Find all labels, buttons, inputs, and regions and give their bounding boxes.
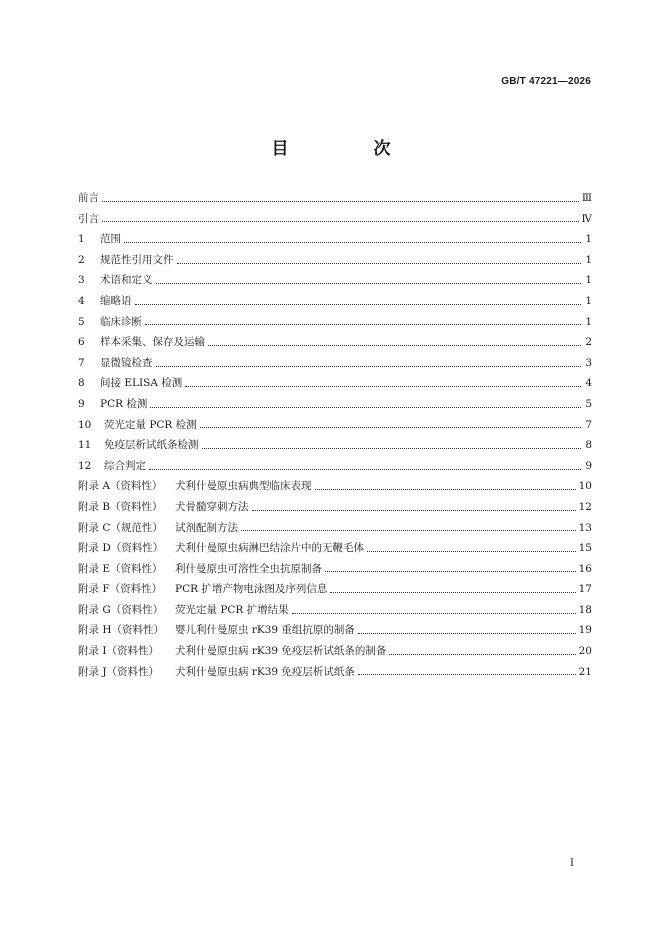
toc-entry[interactable] xyxy=(78,415,592,436)
toc-entry[interactable] xyxy=(78,518,592,539)
toc-entry-title: 犬利什曼原虫病 rK39 免疫层析试纸条 xyxy=(175,665,355,678)
toc-entry[interactable] xyxy=(78,229,592,250)
toc-leader-dots xyxy=(145,324,581,325)
toc-entry[interactable] xyxy=(78,456,592,477)
toc-leader-dots xyxy=(185,386,581,387)
toc-entry[interactable] xyxy=(78,476,592,497)
toc-entry[interactable] xyxy=(78,620,592,641)
toc-leader-dots xyxy=(102,201,579,202)
toc-entry-page: 1 xyxy=(585,274,592,287)
toc-entry-number: 附录 A（资料性） xyxy=(78,480,163,493)
toc-leader-dots xyxy=(241,530,576,531)
toc-entry-page: 1 xyxy=(585,233,592,246)
toc-entry-title: 婴儿利什曼原虫 rK39 重组抗原的制备 xyxy=(175,624,355,637)
toc-entry-number: 7 xyxy=(78,356,85,369)
toc-leader-dots xyxy=(367,551,576,552)
toc-entry-page: 3 xyxy=(585,356,592,369)
toc-entry-page: 17 xyxy=(578,583,592,596)
toc-entry-number: 附录 H（资料性） xyxy=(78,624,164,637)
toc-entry-title: PCR 检测 xyxy=(100,397,148,410)
toc-leader-dots xyxy=(208,345,581,346)
toc-entry[interactable] xyxy=(78,312,592,333)
standard-code: GB/T 47221—2026 xyxy=(501,76,591,87)
toc-entry-title: 术语和定义 xyxy=(100,274,153,287)
toc-entry[interactable] xyxy=(78,209,592,230)
toc-leader-dots xyxy=(252,510,576,511)
toc-entry-number: 12 xyxy=(78,459,92,472)
toc-entry-title: 范围 xyxy=(100,233,121,246)
toc-entry[interactable] xyxy=(78,538,592,559)
toc-entry-page: 4 xyxy=(585,377,592,390)
toc-entry[interactable] xyxy=(78,662,592,683)
toc-entry-title: 试剂配制方法 xyxy=(175,521,238,534)
toc-entry-page: 2 xyxy=(585,336,592,349)
toc-leader-dots xyxy=(292,613,576,614)
toc-leader-dots xyxy=(156,366,582,367)
toc-leader-dots xyxy=(102,221,579,222)
toc-entry-number: 9 xyxy=(78,397,85,410)
toc-entry-number: 1 xyxy=(78,233,85,246)
toc-leader-dots xyxy=(177,263,582,264)
toc-entry-page: 7 xyxy=(585,418,592,431)
toc-entry-title: 综合判定 xyxy=(104,459,146,472)
toc-entry-title: 犬利什曼原虫病淋巴结涂片中的无鞭毛体 xyxy=(175,542,364,555)
toc-entry[interactable] xyxy=(78,435,592,456)
toc-entry-number: 6 xyxy=(78,336,85,349)
toc-entry-title: 犬利什曼原虫病 rK39 免疫层析试纸条的制备 xyxy=(175,645,387,658)
toc-entry-number: 附录 F（资料性） xyxy=(78,583,163,596)
toc-entry[interactable] xyxy=(78,188,592,209)
toc-entry-title: 犬骨髓穿刺方法 xyxy=(175,500,249,513)
toc-entry-number: 3 xyxy=(78,274,85,287)
toc-leader-dots xyxy=(389,654,575,655)
toc-entry[interactable] xyxy=(78,394,592,415)
toc-entry-title: 间接 ELISA 检测 xyxy=(100,377,183,390)
toc-entry[interactable] xyxy=(78,559,592,580)
toc-entry-page: 1 xyxy=(585,253,592,266)
toc-leader-dots xyxy=(149,469,581,470)
toc-entry-number: 8 xyxy=(78,377,85,390)
toc-entry-number: 附录 I（资料性） xyxy=(78,645,159,658)
toc-leader-dots xyxy=(202,448,582,449)
toc-entry-page: 13 xyxy=(578,521,592,534)
toc-entry[interactable] xyxy=(78,353,592,374)
toc-entry-number: 11 xyxy=(78,439,92,452)
toc-entry[interactable] xyxy=(78,600,592,621)
toc-entry[interactable] xyxy=(78,291,592,312)
toc-leader-dots xyxy=(330,592,575,593)
page-number: I xyxy=(570,858,574,869)
toc-entry-page: 15 xyxy=(578,542,592,555)
toc-leader-dots xyxy=(156,283,582,284)
toc-entry-page: 19 xyxy=(578,624,592,637)
toc-entry-number: 附录 E（资料性） xyxy=(78,562,163,575)
toc-leader-dots xyxy=(358,674,576,675)
toc-entry[interactable] xyxy=(78,332,592,353)
toc-entry-number: 附录 B（资料性） xyxy=(78,500,163,513)
toc-leader-dots xyxy=(200,427,581,428)
toc-entry[interactable] xyxy=(78,250,592,271)
toc-leader-dots xyxy=(150,407,581,408)
table-of-contents xyxy=(78,188,592,682)
toc-entry-page: 21 xyxy=(578,665,592,678)
toc-entry-title: 利什曼原虫可溶性全虫抗原制备 xyxy=(175,562,322,575)
toc-entry-title: 免疫层析试纸条检测 xyxy=(104,439,199,452)
page-title: 目 次 xyxy=(271,139,425,159)
toc-entry-title: 犬利什曼原虫病典型临床表现 xyxy=(175,480,312,493)
toc-entry-number: 2 xyxy=(78,253,85,266)
toc-entry-page: 12 xyxy=(578,500,592,513)
toc-entry-number: 附录 D（资料性） xyxy=(78,542,164,555)
toc-entry-number: 5 xyxy=(78,315,85,328)
toc-entry-title: 临床诊断 xyxy=(100,315,142,328)
toc-entry-title: 规范性引用文件 xyxy=(100,253,174,266)
toc-leader-dots xyxy=(124,242,581,243)
toc-entry-page: 5 xyxy=(585,397,592,410)
toc-entry[interactable] xyxy=(78,270,592,291)
toc-entry[interactable] xyxy=(78,497,592,518)
toc-entry-title: 荧光定量 PCR 扩增结果 xyxy=(175,603,289,616)
toc-entry-title: 引言 xyxy=(78,212,99,225)
toc-entry-page: 16 xyxy=(578,562,592,575)
toc-entry-number: 附录 J（资料性） xyxy=(78,665,160,678)
toc-entry[interactable] xyxy=(78,373,592,394)
toc-entry-page: 1 xyxy=(585,294,592,307)
toc-entry-page: 10 xyxy=(578,480,592,493)
toc-entry-number: 附录 C（规范性） xyxy=(78,521,163,534)
toc-leader-dots xyxy=(358,633,576,634)
toc-entry-number: 附录 G（资料性） xyxy=(78,603,164,616)
toc-entry-page: 20 xyxy=(578,645,592,658)
toc-entry-number: 4 xyxy=(78,294,85,307)
toc-entry-title: 前言 xyxy=(78,192,99,204)
toc-entry-title: PCR 扩增产物电泳图及序列信息 xyxy=(175,583,328,596)
toc-entry[interactable] xyxy=(78,579,592,600)
toc-leader-dots xyxy=(135,304,582,305)
toc-entry-page: 1 xyxy=(585,315,592,328)
toc-entry-title: 荧光定量 PCR 检测 xyxy=(104,418,197,431)
toc-entry-title: 缩略语 xyxy=(100,294,132,307)
toc-entry-title: 样本采集、保存及运输 xyxy=(100,336,205,349)
toc-entry-page: Ⅲ xyxy=(581,192,592,204)
toc-leader-dots xyxy=(325,571,576,572)
toc-entry[interactable] xyxy=(78,641,592,662)
toc-entry-page: 9 xyxy=(585,459,592,472)
toc-entry-page: 18 xyxy=(578,603,592,616)
toc-entry-page: 8 xyxy=(585,439,592,452)
toc-entry-number: 10 xyxy=(78,418,92,431)
toc-entry-title: 显微镜检查 xyxy=(100,356,153,369)
toc-leader-dots xyxy=(315,489,576,490)
toc-entry-page: Ⅳ xyxy=(581,212,592,225)
